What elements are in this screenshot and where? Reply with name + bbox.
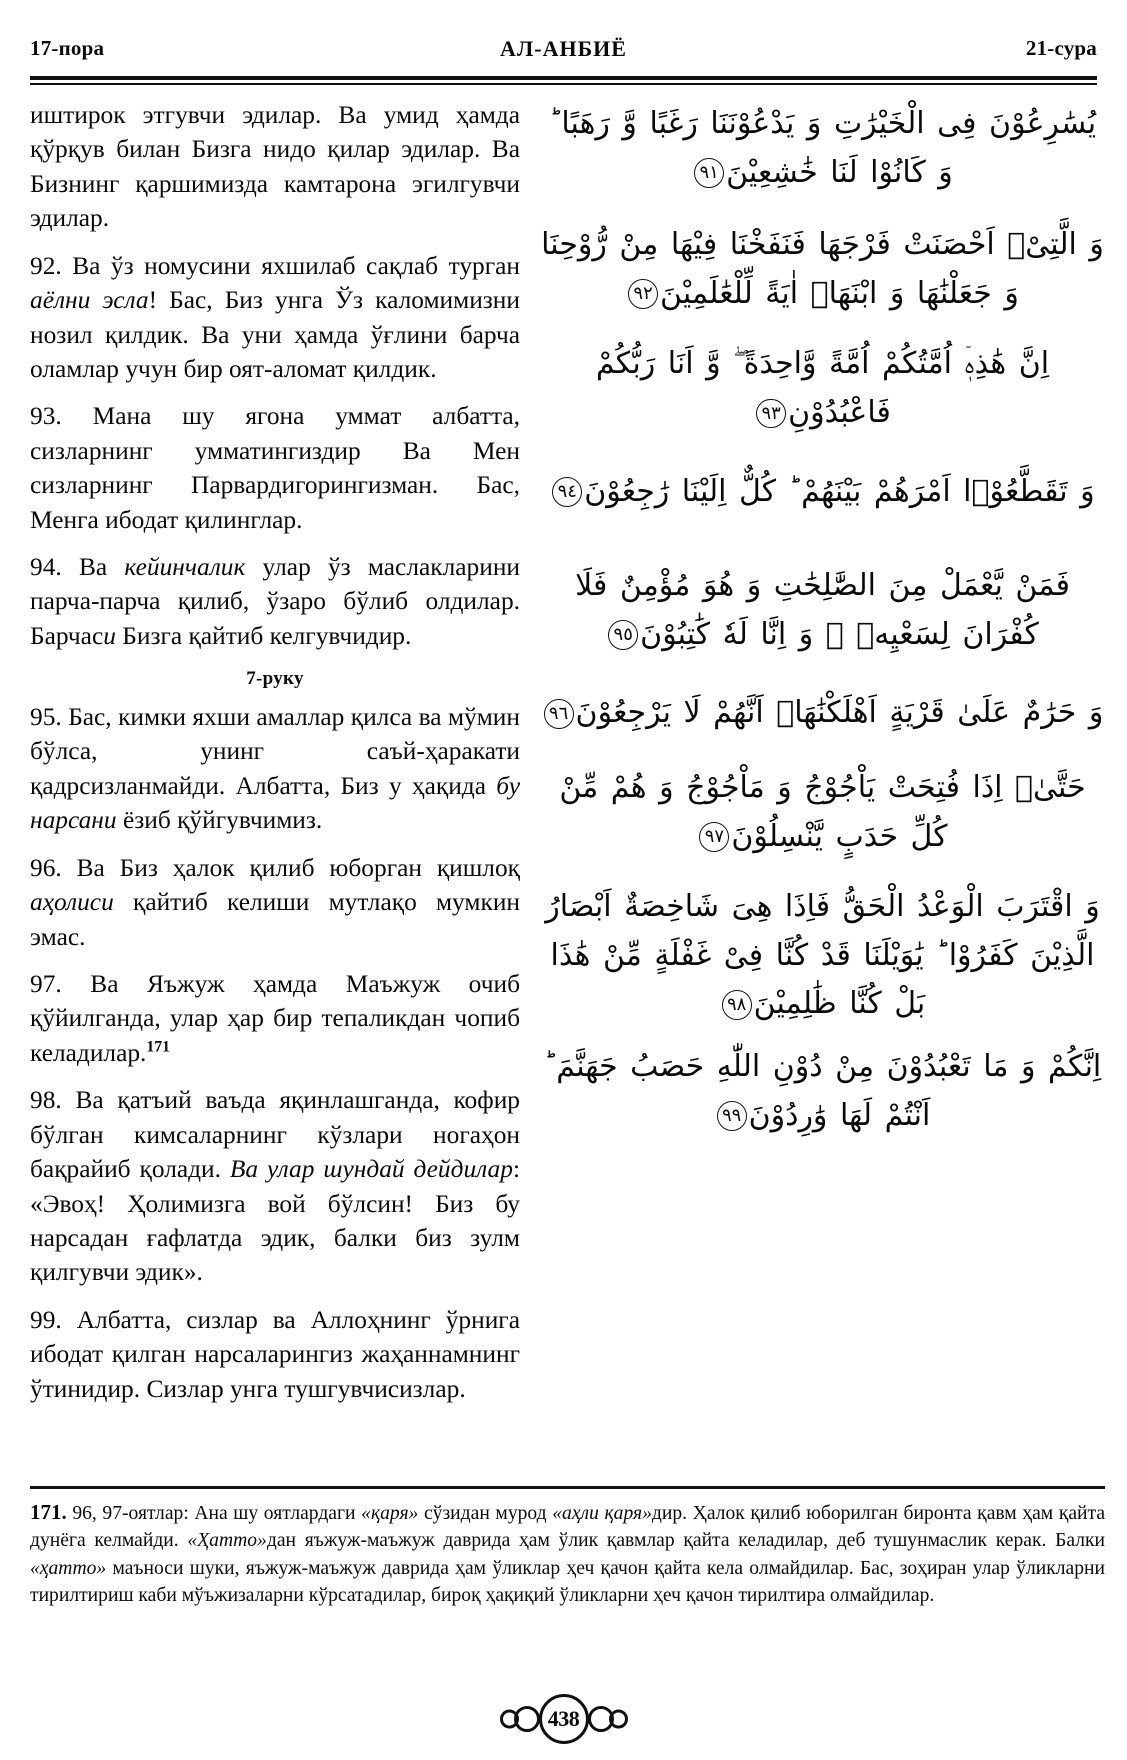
verse-number: 93. [30,402,62,431]
verse-97 [30,967,520,1070]
ayah-number-marker: ٩٢ [628,279,658,309]
ayah-text: فَمَنْ يَّعْمَلْ مِنَ الصَّٰلِحَٰتِ وَ هُوَ مُؤْمِنٌ فَلَا كُفْرَانَ لِسَعْيِهٖ ۚ وَ اِنَّا لَهٗ كَٰتِبُوْنَ [575,568,1070,652]
ornament-lobe-icon [514,1706,540,1732]
running-head [30,36,1097,66]
verse-text-part: Ва [78,553,125,582]
verse-text-part: ! Бас, Биз унга Ўз каломимизни нозил қилдик. Ва уни ҳамда ўғлини барча оламлар учун бир оят-аломат қилдик. [30,286,520,383]
page-footer [0,1690,1127,1748]
verse-continuation-text: иштирок этгувчи эдилар. Ва умид ҳамда қўрқув билан Бизга нидо қилар эдилар. Ва Бизнинг қаршимизда камтарона эгилгувчи эдилар. [30,101,520,233]
verse-number: 98. [30,1086,62,1115]
page-body [30,98,1105,1403]
ayah-number-marker: ٩٣ [756,399,786,429]
verse-text-part: Бас, кимки яхши амаллар қилса ва мўмин бўлса, унинг саъй-ҳаракати қадрсизланмайди. Албатта, Биз у ҳақида [30,703,520,800]
verse-emphasis: аёлни эсла [30,286,149,315]
footnote-text-part: дан яъжуж-маъжуж даврида ҳам ўлик қавмлар қайта келадилар, деб тушунмаслик керак. Балки [266,1530,1105,1552]
verse-number: 99. [30,1305,62,1334]
verse-text-part: Бизга қайтиб келгувчидир. [115,621,412,650]
verse-emphasis: бу нарсани [30,771,520,835]
ayah-97 [540,764,1105,861]
running-head-juz: 17-пора [30,36,105,60]
verse-number: 96. [30,853,62,882]
verse-text-part: : «Эвоҳ! Ҳолимизга вой бўлсин! Биз бу нарсадан ғафлатда эдик, балки биз зулм қилгувчи эдик». [30,1155,520,1287]
verse-text-part: улар ўз маслакларини парча-парча қилиб, ўзаро бўлиб олдилар. Барчас [30,553,521,650]
ayah-number-marker: ٩٤ [552,477,582,507]
verse-number: 97. [30,970,62,999]
ayah-text: وَ تَقَطَّعُوْۤا اَمْرَهُمْ بَيْنَهُمْ ؕ كُلٌّ اِلَيْنَا رَٰجِعُوْنَ [584,473,1095,509]
header-divider-line-bottom [30,83,1097,85]
verse-emphasis: Ва улар шундай дейдилар [229,1155,513,1184]
ayah-text: يُسَٰرِعُوْنَ فِى الْخَيْرَٰتِ وَ يَدْعُوْنَنَا رَغَبًا وَّ رَهَبًا ؕ وَ كَانُوْا لَنَا خَٰشِعِيْنَ [548,106,1097,190]
running-head-surah-name: АЛ-АНБИЁ [500,36,627,61]
footnote-171 [30,1498,1105,1610]
footnote-text-part: маъноси шуки, яъжуж-маъжуж даврида ҳам ўликлар ҳеч қачон қайта кела олмайдилар. Бас, зоҳиран улар ўликларни тирилтириш каби мўъжизаларни кўрсатадилар, бироқ ҳақиқий ўликларни ҳеч қачон тирилтира олмайдилар. [30,1557,1105,1607]
verse-93 [30,399,520,537]
verse-text-part: Ва Яъжуж ҳамда Маъжуж очиб қўйилганда, улар ҳар бир тепаликдан чопиб келадилар. [30,970,520,1067]
ayah-text: وَ حَرَٰمٌ عَلَىٰ قَرْيَةٍ اَهْلَكْنَٰهَاۤ اَنَّهُمْ لَا يَرْجِعُوْنَ [575,695,1104,731]
verse-94 [30,550,520,653]
ayah-99 [540,1043,1105,1140]
footnote-emphasis: «қаря» [361,1503,419,1524]
ayah-text: وَ اقْتَرَبَ الْوَعْدُ الْحَقُّ فَاِذَا هِىَ شَاخِصَةٌ اَبْصَارُ الَّذِيْنَ كَفَرُوْا ؕ يَٰوَيْلَنَا قَدْ كُنَّا فِىْ غَفْلَةٍ مِّنْ هَٰذَا بَلْ كُنَّا ظَٰلِمِيْنَ [545,889,1100,1022]
ornament-lobe-icon [588,1706,614,1732]
ayah-number-marker: ٩٩ [717,1101,747,1131]
verse-text-part: қайтиб келиши мутлақо мумкин эмас. [30,888,520,951]
verse-emphasis: кейинчалик [124,553,246,582]
footnote-text-part: сўзидан мурод [418,1503,553,1524]
ayah-92 [540,221,1105,318]
verse-text-part: Ва қатъий ваъда яқинлашганда, кофир бўлган кимсаларнинг кўзлари ногаҳон бақрайиб қолади. [30,1086,520,1184]
translation-column [30,98,521,1403]
header-divider [30,76,1097,85]
verse-text-part: Ва ўз номусини яхшилаб сақлаб турган [72,251,520,280]
footnote-reference-171[interactable]: 171 [146,1038,171,1056]
verse-text-part: Мана шу ягона уммат албатта, сизларнинг умматингиздир Ва Мен сизларнинг Парвардигорингизман. Бас, Менга ибодат қилинглар. [30,402,520,534]
ayah-94 [540,468,1105,517]
ayah-98 [540,883,1105,1029]
verse-99 [30,1303,520,1406]
verse-98 [30,1083,520,1290]
header-divider-line-top [30,76,1097,80]
verse-number: 92. [30,251,62,280]
ayah-number-marker: ٩٦ [544,699,574,729]
ayah-91 [540,100,1105,197]
ayah-96 [540,689,1105,738]
footnote-emphasis: «аҳли қаря» [552,1503,652,1524]
ayah-number-marker: ٩٥ [608,620,638,650]
verse-92 [30,249,520,387]
ayah-text: اِنَّكُمْ وَ مَا تَعْبُدُوْنَ مِنْ دُوْنِ اللّٰهِ حَصَبُ جَهَنَّمَ ؕ اَنْتُمْ لَهَا وَٰرِدُوْنَ [543,1048,1102,1133]
ayah-number-marker: ٩٨ [722,990,752,1020]
ayah-text: وَ الَّتِىْۤ اَحْصَنَتْ فَرْجَهَا فَنَفَخْنَا فِيْهَا مِنْ رُّوْحِنَا وَ جَعَلْنَٰهَا وَ ابْنَهَاۤ اٰيَةً لِّلْعَٰلَمِيْنَ [541,227,1104,311]
ayah-text: اِنَّ هَٰذِهٖۤ اُمَّتُكُمْ اُمَّةً وَّاحِدَةً ۖ وَّ اَنَا رَبُّكُمْ فَاعْبُدُوْنِ [595,346,1050,430]
running-head-surah-number: 21-сура [1025,36,1097,60]
verse-text-part: Ва Биз ҳалок қилиб юборган қишлоқ [76,853,520,882]
footnote-emphasis: «ҳатто» [30,1557,107,1579]
ayah-number-marker: ٩٧ [699,822,729,852]
ayah-95 [540,562,1105,659]
footnote-number: 171. [30,1500,67,1524]
arabic-column [520,98,1105,1298]
verse-number: 95. [30,703,62,732]
footnote-text-part: дир. Ҳалок қилиб юборилган биронта қавм ҳам қайта дунёга келмайди. [30,1503,1106,1552]
verse-95 [30,700,520,838]
verse-text-part: Албатта, сизлар ва Аллоҳнинг ўрнига ибодат қилган нарсаларингиз жаҳаннамнинг ўтинидир. Сизлар унга тушгувчисизлар. [30,1305,520,1403]
footnote-emphasis: «Ҳатто» [187,1530,267,1552]
verse-96 [30,851,520,954]
footnote-divider [30,1486,1105,1489]
ayah-93 [540,340,1105,437]
footnote-text-part: 96, 97-оятлар: Ана шу оятлардаги [66,1503,362,1524]
ayah-text: حَتَّىٰۤ اِذَا فُتِحَتْ يَاْجُوْجُ وَ مَاْجُوْجُ وَ هُمْ مِّنْ كُلِّ حَدَبٍ يَّنْسِلُوْنَ [559,769,1086,854]
page-number: 438 [547,1706,580,1731]
page-number-ornament-icon [498,1695,630,1743]
ayah-number-marker: ٩١ [694,158,724,188]
verse-number: 94. [30,553,62,582]
verse-emphasis: аҳолиси [30,888,114,917]
verse-continuation [30,98,520,236]
ruku-heading: 7-руку [246,668,304,690]
verse-text-part: ёзиб қўйгувчимиз. [116,806,323,835]
verse-emphasis: и [103,621,116,650]
